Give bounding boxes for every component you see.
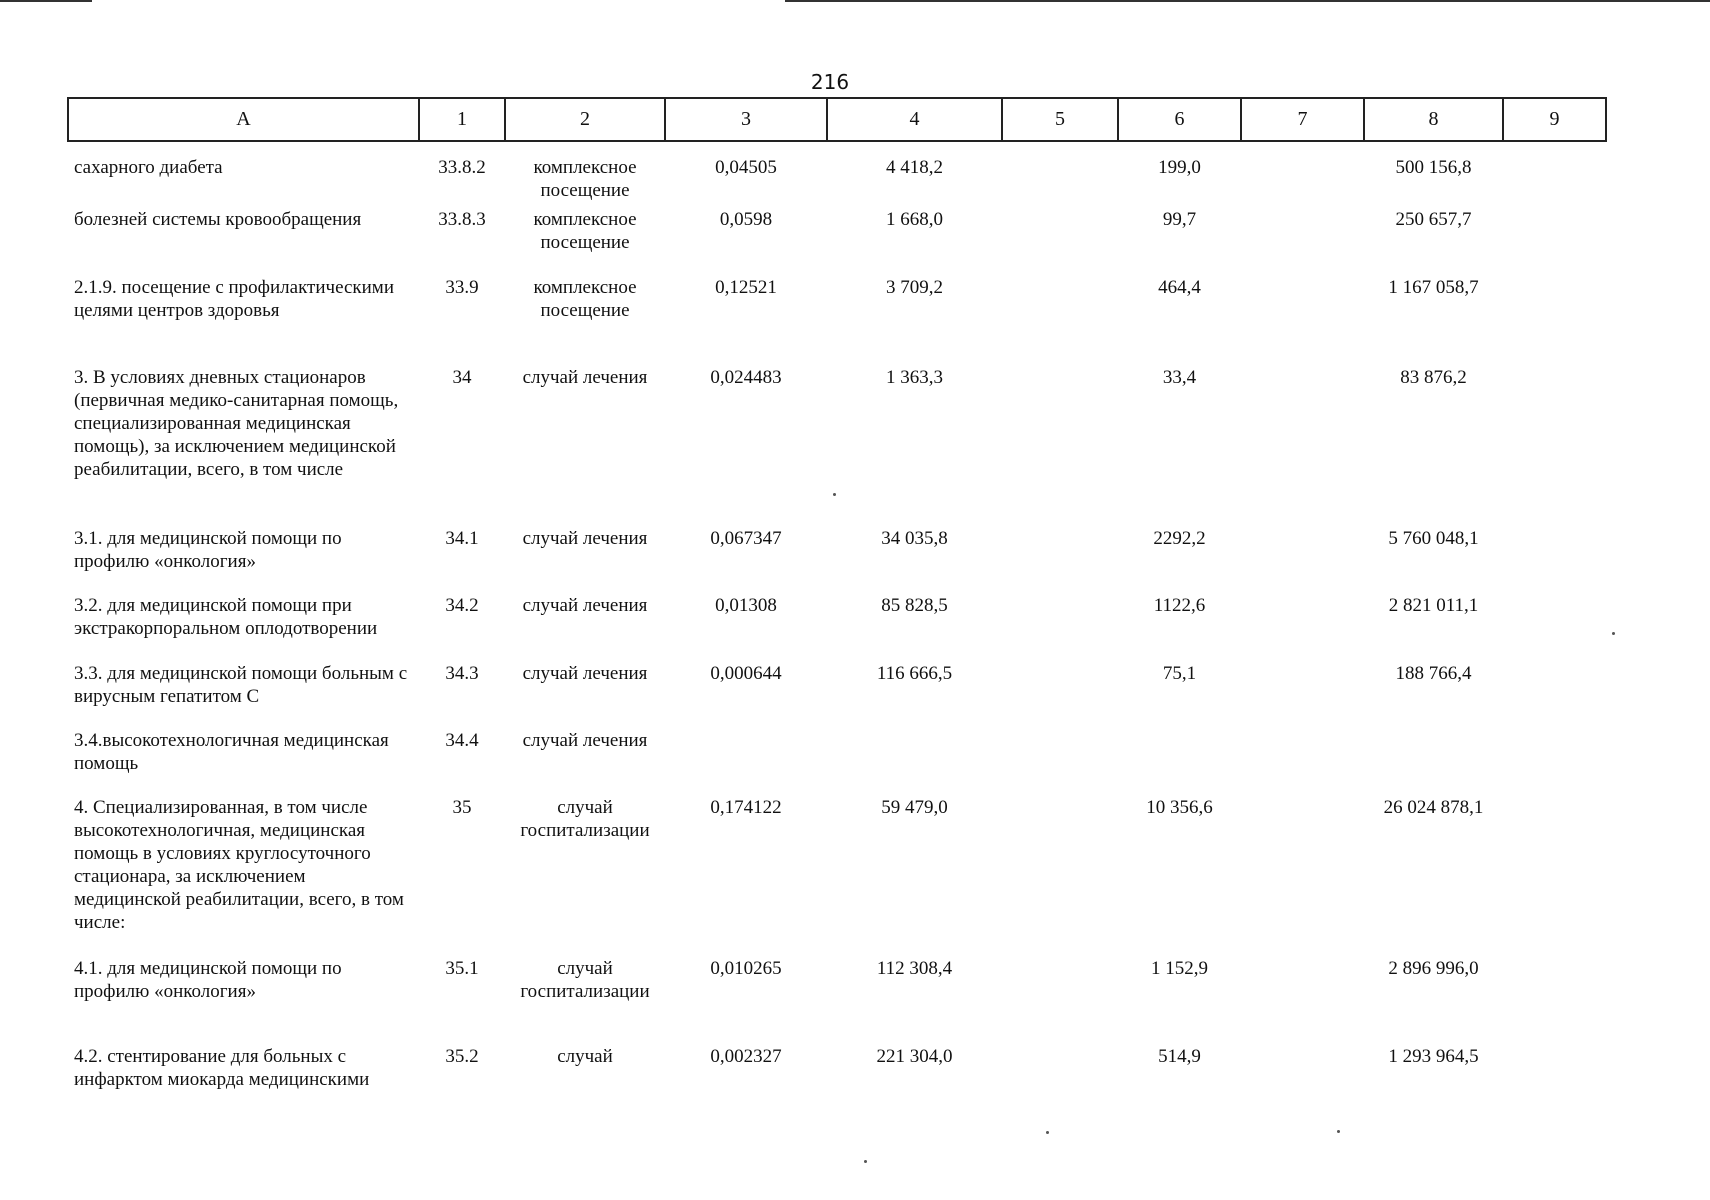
column-header-9: 9 [1503,98,1606,141]
table-row [68,276,1606,366]
row-col3: 0,0598 [719,209,773,230]
row-code: 34 [452,367,472,388]
row-col7 [1241,662,1364,729]
row-unit: комплексное посещение [533,209,637,253]
row-col6: 1122,6 [1153,595,1206,616]
row-col6 [1118,729,1241,796]
row-code: 34.3 [445,663,479,684]
row-col5 [1002,527,1118,594]
row-col7 [1241,527,1364,594]
row-col5 [1002,662,1118,729]
row-col3: 0,024483 [710,367,782,388]
row-col4: 1 363,3 [886,367,943,388]
row-col9 [1503,662,1606,729]
row-col3: 0,002327 [710,1046,782,1067]
row-code: 34.4 [445,730,479,751]
row-code: 33.9 [445,277,479,298]
row-unit: случай лечения [522,528,648,549]
row-col5 [1002,141,1118,208]
row-col9 [1503,141,1606,208]
row-col6: 33,4 [1162,367,1197,388]
row-col9 [1503,1045,1606,1105]
row-col4: 112 308,4 [876,958,953,979]
row-unit: комплексное посещение [533,277,637,321]
scan-speck [1337,1130,1340,1133]
row-code: 34.1 [445,528,479,549]
row-col3: 0,010265 [710,958,782,979]
row-unit: случай лечения [522,367,648,388]
table-row [68,594,1606,662]
row-name: 3.1. для медицинской помощи по профилю «онкология» [74,528,342,572]
table-row [68,662,1606,729]
row-col5 [1002,208,1118,276]
row-name: 4.2. стентирование для больных с инфарктом миокарда медицинскими [74,1046,370,1090]
row-col8: 250 657,7 [1395,209,1472,230]
table-row [68,208,1606,276]
row-unit: комплексное посещение [533,157,637,201]
scan-speck [1612,632,1615,635]
table-row [68,1045,1606,1105]
row-col7 [1241,796,1364,957]
row-col6: 199,0 [1158,157,1201,178]
row-col5 [1002,594,1118,662]
row-name: 3.3. для медицинской помощи больным с вирусным гепатитом С [74,663,408,707]
row-col4: 3 709,2 [886,277,943,298]
table-row [68,957,1606,1045]
row-code: 35 [452,797,472,818]
row-col5 [1002,366,1118,527]
row-col9 [1503,366,1606,527]
row-name: 4.1. для медицинской помощи по профилю «онкология» [74,958,342,1002]
row-col6: 2292,2 [1153,528,1206,549]
row-name: 3.4.высокотехнологичная медицинская помощь [74,730,389,774]
row-col4: 34 035,8 [881,528,948,549]
row-col7 [1241,208,1364,276]
row-col6: 464,4 [1158,277,1201,298]
row-col8: 188 766,4 [1395,663,1472,684]
row-col8: 1 167 058,7 [1388,277,1479,298]
row-col8: 5 760 048,1 [1388,528,1479,549]
row-name: 3.2. для медицинской помощи при экстракорпоральном оплодотворении [74,595,378,639]
column-header-8: 8 [1364,98,1503,141]
row-col7 [1241,594,1364,662]
row-col4: 59 479,0 [881,797,948,818]
row-col5 [1002,796,1118,957]
row-col3 [665,729,827,796]
scan-edge-line-right [785,0,1710,2]
row-col7 [1241,366,1364,527]
row-name: 4. Специализированная, в том числе высокотехнологичная, медицинская помощь в условиях круглосуточного стационара, за исключением медицинской реабилитации, всего, в том числе: [74,797,404,933]
row-col5 [1002,729,1118,796]
row-col3: 0,01308 [715,595,777,616]
row-code: 34.2 [445,595,479,616]
row-col4: 1 668,0 [886,209,943,230]
scan-speck [864,1160,867,1163]
row-code: 33.8.3 [438,209,486,230]
table-row [68,729,1606,796]
row-unit: случай госпитализации [520,797,650,841]
row-col9 [1503,957,1606,1045]
row-name: болезней системы кровообращения [74,209,362,230]
column-header-a: А [68,98,419,141]
row-col3: 0,067347 [710,528,782,549]
scan-speck [1046,1131,1049,1134]
row-unit: случай лечения [522,595,648,616]
column-header-3: 3 [665,98,827,141]
column-header-6: 6 [1118,98,1241,141]
data-table [67,97,1607,1105]
row-col4 [827,729,1002,796]
row-col3: 0,12521 [715,277,777,298]
row-col8 [1364,729,1503,796]
row-col5 [1002,1045,1118,1105]
row-unit: случай [557,1046,613,1067]
row-name: сахарного диабета [74,157,223,178]
row-unit: случай лечения [522,730,648,751]
table-row [68,366,1606,527]
row-col4: 116 666,5 [876,663,953,684]
row-col8: 500 156,8 [1395,157,1472,178]
row-code: 33.8.2 [438,157,486,178]
row-col8: 83 876,2 [1400,367,1467,388]
row-col8: 2 821 011,1 [1388,595,1479,616]
row-col9 [1503,208,1606,276]
row-col6: 1 152,9 [1151,958,1208,979]
row-col9 [1503,594,1606,662]
row-col3: 0,174122 [710,797,782,818]
column-header-5: 5 [1002,98,1118,141]
row-code: 35.2 [445,1046,479,1067]
row-col8: 1 293 964,5 [1388,1046,1479,1067]
row-col7 [1241,1045,1364,1105]
column-header-4: 4 [827,98,1002,141]
row-col3: 0,04505 [715,157,777,178]
column-header-7: 7 [1241,98,1364,141]
row-col9 [1503,527,1606,594]
row-col4: 85 828,5 [881,595,948,616]
row-col7 [1241,729,1364,796]
table-row [68,796,1606,957]
row-col8: 26 024 878,1 [1383,797,1484,818]
row-col5 [1002,276,1118,366]
row-col5 [1002,957,1118,1045]
row-col8: 2 896 996,0 [1388,958,1479,979]
row-col9 [1503,796,1606,957]
row-col7 [1241,141,1364,208]
row-col6: 514,9 [1158,1046,1201,1067]
row-col6: 75,1 [1162,663,1197,684]
row-col7 [1241,276,1364,366]
table-row [68,527,1606,594]
page-number: 216 [810,70,850,94]
column-header-1: 1 [419,98,505,141]
row-col4: 4 418,2 [886,157,943,178]
column-header-2: 2 [505,98,665,141]
row-unit: случай лечения [522,663,648,684]
row-col6: 99,7 [1162,209,1197,230]
row-name: 3. В условиях дневных стационаров (первичная медико-санитарная помощь, специализированная медицинская помощь), за исключением медицинской реабилитации, всего, в том числе [74,367,399,480]
row-col9 [1503,729,1606,796]
row-col7 [1241,957,1364,1045]
scan-edge-line-left [0,0,92,2]
row-col4: 221 304,0 [876,1046,953,1067]
table-row [68,141,1606,208]
row-col3: 0,000644 [710,663,782,684]
row-name: 2.1.9. посещение с профилактическими целями центров здоровья [74,277,395,321]
row-unit: случай госпитализации [520,958,650,1002]
row-col6: 10 356,6 [1146,797,1213,818]
row-col9 [1503,276,1606,366]
row-code: 35.1 [445,958,479,979]
table-header-row [68,98,1606,141]
